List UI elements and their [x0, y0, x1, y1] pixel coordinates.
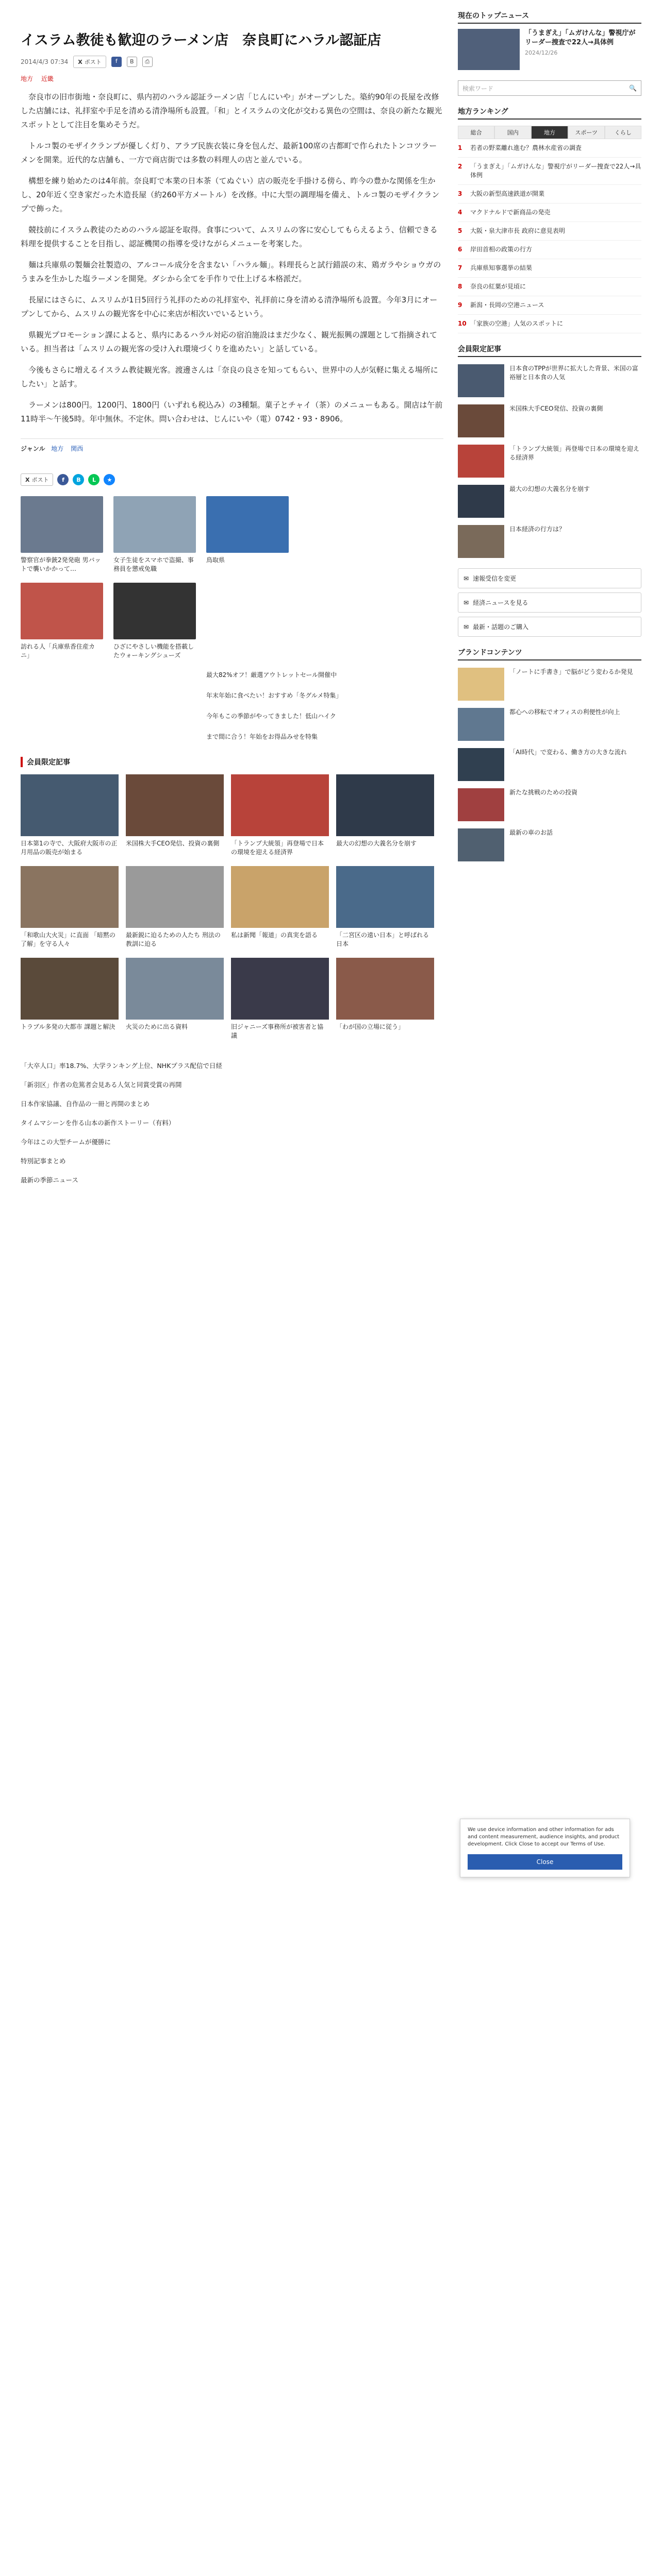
rank-tab[interactable]: 国内 — [494, 126, 531, 139]
member-thumb — [126, 774, 224, 836]
article-meta — [21, 56, 443, 68]
side-member-text: 「トランプ大統領」再登場で日本の環境を迎える経済界 — [509, 445, 640, 461]
x-post-button[interactable]: X ポスト — [21, 473, 53, 486]
related-caption: 女子生徒をスマホで盗撮、事務員を懲戒免職 — [113, 556, 194, 572]
ranking-item[interactable] — [458, 241, 641, 259]
top-news-date: 2024/12/26 — [525, 49, 558, 56]
rank-text: 大阪・泉大津市長 政府に意見表明 — [470, 227, 565, 234]
brand-text: 都心への移転でオフィスの利便性が向上 — [509, 708, 620, 716]
related-thumb — [299, 496, 382, 553]
brand-text: 最新の車のお話 — [509, 829, 553, 836]
member-caption: 「トランプ大統領」再登場で日本の環境を迎える経済界 — [231, 840, 324, 856]
related-thumb — [113, 496, 196, 553]
article-paragraph: トルコ製のモザイクランプが優しく灯り、アラブ民族衣装に身を包んだ、最新100席の古都町で作られたトンコツラーメンを開業。近代的な店舗も、一方で商店街では多数の料理人の店と並んでいる。 — [21, 141, 437, 164]
article-paragraph: 競技前にイスラム教徒のためのハラル認証を取得。食事について、ムスリムの客に安心してもらえるよう、信頼できる料理を提供することを目指し、認証機関の指導を受けながらメニューを考案した。 — [21, 225, 438, 248]
side-member-item[interactable] — [458, 445, 641, 478]
side-action-label: 最新・話題のご購入 — [473, 623, 529, 631]
member-thumb — [21, 958, 119, 1020]
member-caption: 私は新聞「報道」の真実を語る — [231, 931, 318, 939]
ranking-item[interactable] — [458, 139, 641, 158]
side-member-thumb — [458, 364, 504, 397]
news-item[interactable]: 特別記事まとめ — [21, 1157, 66, 1165]
member-thumb — [336, 774, 434, 836]
related-item[interactable] — [21, 583, 103, 660]
article-paragraph: 今後もさらに増えるイスラム教徒観光客。渡邊さんは「奈良の良さを知ってもらい、世界中の人が気軽に集える場所にしたい」と話す。 — [21, 365, 438, 388]
side-action-button[interactable] — [458, 568, 641, 588]
member-item[interactable] — [21, 958, 119, 1040]
brand-heading: ブランドコンテンツ — [458, 647, 641, 660]
news-item[interactable]: 最新の季節ニュース — [21, 1176, 78, 1184]
brand-thumb — [458, 748, 504, 781]
cookie-text: We use device information and other information for ads and content measurement, audience insights, and product development. Click Close to accept our Terms of Use. — [468, 1827, 620, 1847]
news-item[interactable]: タイムマシーンを作る山本の新作ストーリー（有料） — [21, 1119, 175, 1127]
article-tags — [21, 74, 443, 83]
top-news-item[interactable] — [458, 29, 641, 70]
related-caption: ひざにやさしい機能を搭載したウォーキングシューズ — [113, 643, 194, 659]
rank-text: 岸田首相の政策の行方 — [470, 246, 533, 253]
member-caption: 最大の幻想の大義名分を崩す — [336, 840, 417, 847]
sidebar — [458, 0, 641, 861]
rank-text: 奈良の紅葉が見頃に — [470, 283, 526, 290]
article-title: イスラム教徒も歓迎のラーメン店 奈良町にハラル認証店 — [21, 32, 382, 48]
news-item[interactable]: 「新羽区」作者の危篤者会見ある人気と同賞受賞の再開 — [21, 1081, 182, 1089]
article-paragraph: 長屋にはさらに、ムスリムが1日5回行う礼拝のための礼拝室や、礼拝前に身を清める清浄場所も設置。今年3月にオープンしてから、ムスリムの観光客を中心に来店が相次いでいるという。 — [21, 295, 438, 318]
rank-number: 1 — [458, 144, 462, 151]
ranking-item[interactable] — [458, 278, 641, 296]
related-grid — [21, 496, 443, 660]
genre-link[interactable]: 地方 — [51, 445, 64, 452]
rank-text: 新潟・長岡の空港ニュース — [470, 301, 544, 309]
article-body — [21, 90, 443, 426]
side-action-label: 速報受信を変更 — [473, 575, 517, 582]
ranking-item[interactable] — [458, 158, 641, 185]
rank-tab[interactable]: くらし — [605, 126, 641, 139]
tag-item[interactable]: 近畿 — [41, 75, 54, 82]
search-icon[interactable]: 🔍 — [629, 84, 637, 92]
rank-text: 若者の野菜離れ進む？農林水産省の調査 — [470, 144, 582, 151]
side-member-list — [458, 364, 641, 558]
side-member-text: 日本食のTPPが世界に拡大した背景、米国の富裕層と日本食の人気 — [509, 365, 638, 381]
ranking-item[interactable] — [458, 222, 641, 241]
ranking-heading: 地方ランキング — [458, 106, 641, 120]
member-item[interactable] — [21, 866, 119, 948]
rank-number: 2 — [458, 163, 462, 170]
rank-number: 6 — [458, 246, 462, 253]
brand-list — [458, 668, 641, 861]
share-row — [21, 473, 443, 486]
related-thumb — [113, 583, 196, 639]
genre-row: ジャンル 地方 関西 — [21, 438, 443, 453]
rank-text: マクドナルドで新商品の発売 — [470, 209, 551, 216]
ranking-list — [458, 139, 641, 333]
brand-thumb — [458, 708, 504, 741]
member-caption: 「わが国の立場に従う」 — [336, 1023, 405, 1030]
cookie-banner — [460, 1819, 630, 1877]
brand-thumb — [458, 828, 504, 861]
search-input[interactable]: 検索ワード 🔍 — [458, 80, 641, 96]
genre-link[interactable]: 関西 — [71, 445, 84, 452]
member-thumb — [21, 774, 119, 836]
side-member-heading: 会員限定記事 — [458, 344, 641, 357]
member-caption: 旧ジャニーズ事務所が被害者と協議 — [231, 1023, 324, 1039]
brand-item[interactable] — [458, 788, 641, 821]
bookmark-icon[interactable]: B — [127, 57, 137, 67]
ranking-item[interactable] — [458, 315, 641, 333]
side-member-text: 米国株大手CEO発信、投資の裏側 — [509, 405, 603, 412]
x-icon: X — [25, 476, 30, 483]
rank-number: 8 — [458, 283, 462, 290]
side-action-button[interactable] — [458, 592, 641, 613]
rank-tabs — [458, 126, 641, 139]
related-caption: 訪れる人「兵庫県香住産カニ」 — [21, 643, 95, 659]
top-news-text: 「うまぎえ」「ムガけんな」警視庁がリーダー捜査で22人→具体例 — [525, 29, 636, 46]
ranking-item[interactable] — [458, 185, 641, 204]
member-thumb — [126, 866, 224, 928]
main-column — [21, 0, 443, 1200]
member-heading: 会員限定記事 — [21, 757, 443, 767]
member-caption: 「二宮区の遠い日本」と呼ばれる日本 — [336, 931, 429, 947]
side-member-item[interactable] — [458, 364, 641, 397]
rank-text: 大阪の新型高速鉄道が開業 — [470, 190, 545, 197]
side-member-thumb — [458, 485, 504, 518]
member-item[interactable] — [231, 774, 329, 857]
rank-number: 10 — [458, 320, 467, 327]
related-item[interactable] — [113, 496, 196, 573]
related-thumb — [21, 496, 103, 553]
bluesky-icon[interactable]: ★ — [104, 474, 115, 485]
facebook-icon[interactable]: f — [57, 474, 69, 485]
line-icon[interactable]: L — [88, 474, 100, 485]
member-thumb — [126, 958, 224, 1020]
member-item[interactable] — [336, 958, 434, 1040]
side-member-item[interactable] — [458, 525, 641, 558]
side-member-text: 日本経済の行方は？ — [509, 526, 566, 533]
ranking-item[interactable] — [458, 296, 641, 315]
mail-icon: ✉ — [464, 574, 469, 582]
brand-text: 「ノートに手書き」で脳がどう変わるか発見 — [509, 668, 633, 675]
member-item[interactable] — [21, 774, 119, 857]
member-thumb — [21, 866, 119, 928]
brand-item[interactable] — [458, 708, 641, 741]
member-thumb — [231, 958, 329, 1020]
x-post-button[interactable]: X ポスト — [73, 56, 106, 68]
rank-tab[interactable]: 総合 — [458, 126, 494, 139]
related-caption: 鳥取県 — [206, 556, 225, 564]
article-paragraph: 奈良市の旧市街地・奈良町に、県内初のハラル認証ラーメン店「じんにいや」がオープンした。築約90年の長屋を改修した店舗には、礼拝室や手足を清める清浄場所も設置。「和」とイスラムの文化が交わる異色の空間は、奈良の新たな観光スポットとして注目を集めそうだ。 — [21, 92, 442, 129]
ranking-item[interactable] — [458, 204, 641, 222]
member-thumb — [336, 866, 434, 928]
member-item[interactable] — [231, 866, 329, 948]
related-item[interactable] — [113, 583, 196, 660]
member-item[interactable] — [126, 958, 224, 1040]
article-paragraph: 構想を練り始めたのは4年前。奈良町で本業の日本茶（てぬぐい）店の販売を手掛ける傍ら、昨今の豊かな関係を生かし、20年近く空き家だった木造長屋（約260平方メートル）を改修。中に大型の調理場を備え、トルコ製のモザイクランプで飾った。 — [21, 176, 440, 213]
member-caption: トラブル多発の大都市 課題と解決 — [21, 1023, 115, 1030]
rank-text: 「うまぎえ」「ムガけんな」警視庁がリーダー捜査で22人→具体例 — [470, 163, 641, 179]
rank-text: 「家族の空港」人気のスポットに — [470, 320, 564, 327]
side-member-text: 最大の幻想の大義名分を崩す — [509, 485, 590, 493]
side-action-button[interactable] — [458, 617, 641, 637]
member-thumb — [231, 866, 329, 928]
member-caption: 米国株大手CEO発信、投資の裏側 — [126, 840, 220, 847]
top-news-thumb — [458, 29, 520, 70]
side-member-item[interactable] — [458, 404, 641, 437]
rank-text: 兵庫県知事選挙の結果 — [470, 264, 533, 272]
member-item[interactable] — [231, 958, 329, 1040]
related-thumb — [206, 496, 289, 553]
facebook-icon[interactable]: f — [111, 57, 122, 67]
member-item[interactable] — [126, 866, 224, 948]
bookmark-icon[interactable]: B — [73, 474, 84, 485]
brand-thumb — [458, 668, 504, 701]
rank-number: 3 — [458, 190, 462, 197]
article-paragraph: ラーメンは800円。1200円、1800円（いずれも税込み）の3種類。菓子とチャイ（茶）のメニューもある。開店は午前11時半～午後5時。年中無休。不定休。問い合わせは、じんにいや（電）0742・93・8906。 — [21, 400, 443, 423]
news-list — [21, 1061, 227, 1185]
news-item[interactable]: 「大卒人口」率18.7%、大学ランキング上位、NHKプラス配信で日経 — [21, 1062, 222, 1070]
related-caption: 警察官が拳銃2発発砲 男バットで襲いかかって… — [21, 556, 101, 572]
top-news-heading: 現在のトップニュース — [458, 10, 641, 24]
cookie-close-button[interactable]: Close — [468, 1854, 622, 1870]
member-grid — [21, 774, 443, 1040]
member-caption: 日本第1の寺で、大阪府大阪市の正月用品の販売が始まる — [21, 840, 118, 856]
member-item[interactable] — [126, 774, 224, 857]
related-thumb — [21, 583, 103, 639]
related-item[interactable] — [299, 496, 382, 573]
rank-tab[interactable]: スポーツ — [568, 126, 605, 139]
side-member-item[interactable] — [458, 485, 641, 518]
brand-item[interactable] — [458, 748, 641, 781]
member-caption: 最新鋭に迫るための人たち 刑法の教訓に迫る — [126, 931, 221, 947]
news-item[interactable]: 日本作家協議、自作品の一冊と再開のまとめ — [21, 1100, 150, 1108]
article-date: 2014/4/3 07:34 — [21, 58, 69, 65]
related-item[interactable] — [21, 496, 103, 573]
rank-number: 5 — [458, 227, 462, 234]
side-action-label: 経済ニュースを見る — [473, 599, 528, 606]
brand-item[interactable] — [458, 828, 641, 861]
member-caption: 「和歌山大火災」に直面 「暗黙の了解」を守る人々 — [21, 931, 115, 947]
ad-link[interactable]: まで間に合う！年始をお得品みせを特集 — [206, 733, 318, 740]
article-paragraph: 麺は兵庫県の製麺会社製造の、アルコール成分を含まない「ハラル麺」。料理長らと試行錯誤の末、鶏ガラやショウガのうまみを生かした塩ラーメンを開発。ダシから全てを手作りで仕上げる本格派だ。 — [21, 260, 441, 283]
ad-link[interactable]: 今年もこの季節がやってきました！低山ハイク — [206, 713, 336, 720]
related-item[interactable] — [206, 496, 289, 573]
rank-number: 9 — [458, 301, 462, 309]
print-icon[interactable]: ⎙ — [142, 57, 153, 67]
rank-number: 7 — [458, 264, 462, 272]
rank-number: 4 — [458, 209, 462, 216]
side-buttons — [458, 568, 641, 637]
member-item[interactable] — [336, 774, 434, 857]
member-thumb — [336, 958, 434, 1020]
side-member-thumb — [458, 445, 504, 478]
side-member-thumb — [458, 525, 504, 558]
member-caption: 火災のために出る資料 — [126, 1023, 188, 1030]
brand-item[interactable] — [458, 668, 641, 701]
rank-tab[interactable]: 地方 — [531, 126, 568, 139]
ad-link[interactable]: 年末年始に食べたい！おすすめ「冬グルメ特集」 — [206, 692, 342, 699]
ranking-item[interactable] — [458, 259, 641, 278]
member-item[interactable] — [336, 866, 434, 948]
x-icon: X — [78, 58, 82, 65]
news-item[interactable]: 今年はこの大型チームが優勝に — [21, 1138, 111, 1146]
article-paragraph: 県観光プロモーション課によると、県内にあるハラル対応の宿泊施設はまだ少なく、観光振興の課題として指摘されている。担当者は「ムスリムの観光客の受け入れ環境づくりを進めたい」と話している。 — [21, 330, 438, 353]
side-member-thumb — [458, 404, 504, 437]
mail-icon: ✉ — [464, 599, 469, 606]
mail-icon: ✉ — [464, 623, 469, 631]
brand-text: 「AI時代」で変わる、働き方の大きな流れ — [509, 749, 627, 756]
tag-item[interactable]: 地方 — [21, 75, 34, 82]
brand-text: 新たな挑戦のための投資 — [509, 789, 578, 796]
ad-links — [206, 670, 443, 741]
ad-link[interactable]: 最大82%オフ！厳選アウトレットセール開催中 — [206, 671, 337, 679]
brand-thumb — [458, 788, 504, 821]
member-thumb — [231, 774, 329, 836]
